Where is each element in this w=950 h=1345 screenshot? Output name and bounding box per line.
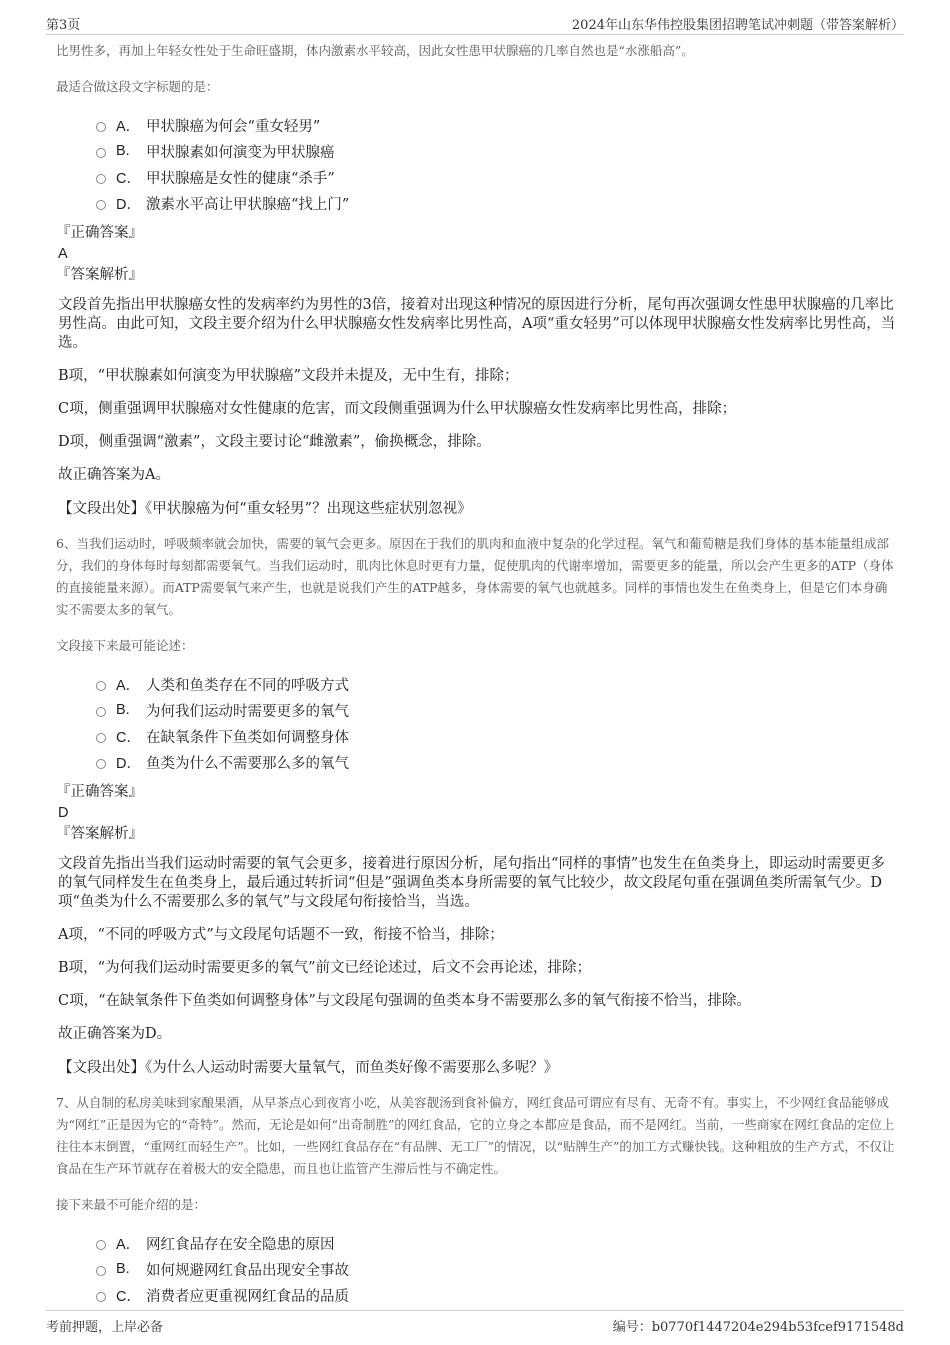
radio-icon[interactable]	[96, 1266, 106, 1276]
option-letter: A．	[116, 118, 141, 135]
page-footer	[46, 1310, 904, 1335]
q6-analysis-conclusion: 故正确答案为D。	[58, 1026, 172, 1042]
q7-prompt: 接下来最不可能介绍的是：	[56, 1197, 207, 1212]
q5-analysis-conclusion: 故正确答案为A。	[58, 467, 170, 483]
radio-icon[interactable]	[96, 174, 106, 184]
document-title: 2024年山东华伟控股集团招聘笔试冲刺题（带答案解析）	[571, 18, 904, 33]
option-letter: D．	[116, 196, 141, 213]
option-text: 鱼类为什么不需要那么多的氧气	[146, 755, 349, 772]
q5-option-a[interactable]	[96, 112, 898, 138]
q5-source: 【文段出处】《甲状腺癌为何“重女轻男”？出现这些症状别忽视》	[58, 501, 472, 517]
option-letter: B.	[116, 1261, 130, 1277]
option-letter: A．	[116, 677, 141, 694]
option-text: 如何规避网红食品出现安全事故	[146, 1262, 349, 1279]
option-letter: B.	[116, 702, 130, 718]
q5-option-c[interactable]	[96, 164, 898, 190]
q6-answer-label: 『正确答案』	[56, 784, 143, 800]
radio-icon[interactable]	[96, 148, 106, 158]
document-id: 编号：b0770f1447204e294b53fcef9171548d	[612, 1320, 904, 1335]
q7-option-c[interactable]	[96, 1282, 898, 1308]
option-text: 甲状腺素如何演变为甲状腺癌	[146, 144, 335, 161]
option-text: 在缺氧条件下鱼类如何调整身体	[146, 729, 349, 746]
q6-analysis-label: 『答案解析』	[56, 826, 143, 842]
option-text: 网红食品存在安全隐患的原因	[146, 1236, 335, 1253]
q7-passage: 7、从自制的私房美味到家酿果酒，从早茶点心到夜宵小吃，从美容靓汤到食补偏方，网红食品可谓应有尽有、无奇不有。事实上，不少网红食品能够成为“网红”正是因为它的“奇特”。然而，无论是如何“出奇制胜”的网红食品，它的立身之本都应是食品，而不是网红。当前，一些商家在网红食品的定位上往往本末倒置，“重网红而轻生产”。比如，一些网红食品存在“有品牌、无工厂”的情况，以“贴牌生产”的加工方式赚快钱。这种粗放的生产方式，不仅让食品在生产环节就存在着极大的安全隐患，而且也让监管产生滞后性与不确定性。	[56, 1095, 895, 1176]
q6-analysis-a: A项，“不同的呼吸方式”与文段尾句话题不一致，衔接不恰当，排除；	[58, 927, 504, 943]
radio-icon[interactable]	[96, 733, 106, 743]
option-letter: A．	[116, 1236, 141, 1253]
option-text: 甲状腺癌是女性的健康“杀手”	[146, 170, 335, 187]
q6-analysis-main: 文段首先指出当我们运动时需要的氧气会更多，接着进行原因分析，尾句指出“同样的事情”也发生在鱼类身上，即运动时需要更多的氧气同样发生在鱼类身上，最后通过转折词“但是”强调鱼类本身所需要的氧气比较少，故文段尾句重在强调鱼类所需氧气少。D项“鱼类为什么不需要那么多的氧气”与文段尾句衔接恰当，当选。	[58, 856, 885, 910]
option-text: 人类和鱼类存在不同的呼吸方式	[146, 677, 349, 694]
option-letter: C．	[116, 1288, 141, 1305]
q6-passage: 6、当我们运动时，呼吸频率就会加快，需要的氧气会更多。原因在于我们的肌肉和血液中复杂的化学过程。氧气和葡萄糖是我们身体的基本能量组成部分，我们的身体每时每刻都需要氧气。当我们运动时，肌肉比休息时更有力量，促使肌肉的代谢率增加，需要更多的能量，所以会产生更多的ATP（身体的直接能量来源）。而ATP需要氧气来产生，也就是说我们产生的ATP越多，身体需要的氧气也就越多。同样的事情也发生在鱼类身上，但是它们本身确实不需要太多的氧气。	[56, 536, 894, 617]
q5-option-d[interactable]	[96, 190, 898, 216]
q6-analysis-b: B项，“为何我们运动时需要更多的氧气”前文已经论述过，后文不会再论述，排除；	[58, 960, 591, 976]
radio-icon[interactable]	[96, 707, 106, 717]
radio-icon[interactable]	[96, 681, 106, 691]
radio-icon[interactable]	[96, 1240, 106, 1250]
q5-analysis-main: 文段首先指出甲状腺癌女性的发病率约为男性的3倍，接着对出现这种情况的原因进行分析，尾句再次强调女性患甲状腺癌的几率比男性高。由此可知，文段主要介绍为什么甲状腺癌女性发病率比男性高，A项“重女轻男”可以体现甲状腺癌女性发病率比男性高，当选。	[58, 297, 896, 351]
option-letter: B.	[116, 143, 130, 159]
option-text: 为何我们运动时需要更多的氧气	[146, 703, 349, 720]
page-content	[56, 40, 898, 1314]
q6-prompt: 文段接下来最可能论述：	[56, 638, 194, 653]
radio-icon[interactable]	[96, 1292, 106, 1302]
q5-analysis-c: C项，侧重强调甲状腺癌对女性健康的危害，而文段侧重强调为什么甲状腺癌女性发病率比男性高，排除；	[58, 401, 737, 417]
q6-option-b[interactable]	[96, 697, 898, 723]
footer-slogan: 考前押题，上岸必备	[46, 1320, 164, 1335]
q5-options	[96, 112, 898, 216]
q5-analysis-b: B项，“甲状腺素如何演变为甲状腺癌”文段并未提及，无中生有，排除；	[58, 368, 519, 384]
q6-answer: D	[58, 805, 69, 821]
q6-option-d[interactable]	[96, 749, 898, 775]
option-letter: D．	[116, 755, 141, 772]
q6-analysis-c: C项，“在缺氧条件下鱼类如何调整身体”与文段尾句强调的鱼类本身不需要那么多的氧气衔接不恰当，排除。	[58, 993, 751, 1009]
option-text: 消费者应更重视网红食品的品质	[146, 1288, 349, 1305]
page-header	[46, 14, 904, 35]
page-number: 第3页	[46, 18, 81, 33]
q7-option-a[interactable]	[96, 1230, 898, 1256]
radio-icon[interactable]	[96, 200, 106, 210]
q5-option-b[interactable]	[96, 138, 898, 164]
q5-answer-label: 『正确答案』	[56, 225, 143, 241]
q6-source: 【文段出处】《为什么人运动时需要大量氧气，而鱼类好像不需要那么多呢？》	[58, 1060, 559, 1076]
q5-analysis-d: D项，侧重强调“激素”，文段主要讨论“雌激素”，偷换概念，排除。	[58, 434, 491, 450]
q5-answer: A	[58, 246, 68, 262]
option-letter: C．	[116, 729, 141, 746]
radio-icon[interactable]	[96, 122, 106, 132]
q5-passage-tail: 比男性多，再加上年轻女性处于生命旺盛期，体内激素水平较高，因此女性患甲状腺癌的几率自然也是“水涨船高”。	[56, 43, 694, 58]
q6-option-c[interactable]	[96, 723, 898, 749]
q7-option-b[interactable]	[96, 1256, 898, 1282]
q6-options	[96, 671, 898, 775]
q6-option-a[interactable]	[96, 671, 898, 697]
radio-icon[interactable]	[96, 759, 106, 769]
q5-analysis-label: 『答案解析』	[56, 267, 143, 283]
q5-prompt: 最适合做这段文字标题的是：	[56, 79, 219, 94]
q7-options	[96, 1230, 898, 1308]
option-text: 甲状腺癌为何会“重女轻男”	[146, 118, 321, 135]
option-letter: C．	[116, 170, 141, 187]
option-text: 激素水平高让甲状腺癌“找上门”	[146, 196, 350, 213]
